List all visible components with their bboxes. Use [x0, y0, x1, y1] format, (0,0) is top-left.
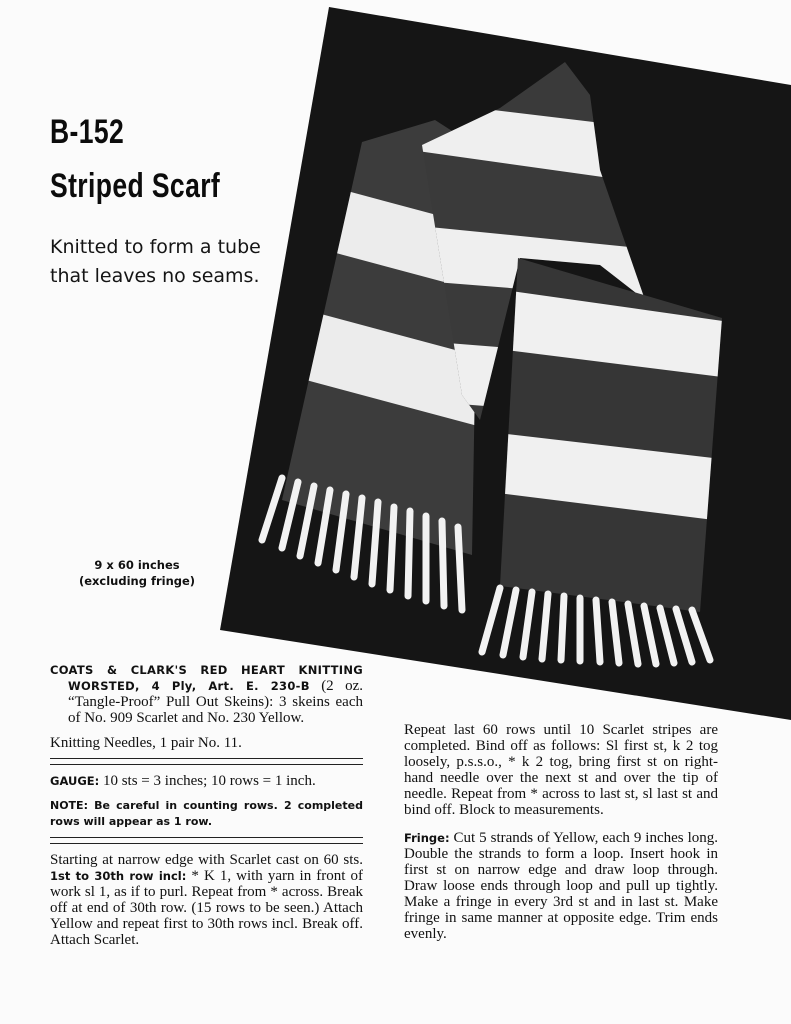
- pattern-subtitle: Knitted to form a tube that leaves no seams.: [50, 236, 261, 287]
- fringe-instructions: [404, 830, 718, 942]
- gauge-text: 10 sts = 3 inches; 10 rows = 1 inch.: [99, 773, 316, 789]
- instructions-body: * K 1, with yarn in front of work sl 1, as if to purl. Repeat from * across. Break off at end of 30th row. (15 rows to be seen.) Attach Yellow and repeat first to 30th rows incl. Break off. Attach Scarlet.: [50, 868, 363, 948]
- size-label: [62, 557, 212, 589]
- size-note: (excluding fringe): [78, 574, 196, 588]
- divider: [50, 837, 363, 844]
- instructions-repeat: Repeat last 60 rows until 10 Scarlet stripes are completed. Bind off as follows: Sl first st, k 2 tog loosely, p.s.s.o., * k 2 tog, bring first st on right-hand needle over the next st and over the tip of needle. Repeat from * across to last st, sl last st and bind off. Block to measurements.: [404, 722, 718, 818]
- instructions-start: [50, 852, 363, 948]
- instructions-cast-on: Starting at narrow edge with Scarlet cast on 60 sts.: [50, 852, 363, 868]
- materials: [50, 662, 363, 726]
- right-column: [404, 722, 718, 942]
- pattern-title: Striped Scarf: [50, 167, 221, 205]
- materials-detail: (2 oz. “Tangle-Proof” Pull Out Skeins): 3 skeins each of No. 909 Scarlet and No. 230 Yellow.: [68, 678, 364, 726]
- pattern-code: B-152: [50, 113, 125, 151]
- materials-needles: Knitting Needles, 1 pair No. 11.: [50, 735, 242, 751]
- left-column: [50, 662, 363, 948]
- note: NOTE: Be careful in counting rows. 2 completed rows will appear as 1 row.: [50, 799, 363, 828]
- gauge-label: GAUGE:: [50, 774, 100, 788]
- size-dimensions: 9 x 60 inches: [94, 558, 180, 572]
- fringe-text: Cut 5 strands of Yellow, each 9 inches long. Double the strands to form a loop. Insert hook in first st on narrow edge and draw loop through. Draw loose ends through loop and pull up tightly. Make a fringe in every 3rd st and in last st. Make fringe in same manner at opposite edge. Trim ends evenly.: [404, 830, 718, 942]
- gauge: [50, 773, 363, 789]
- divider: [50, 758, 363, 765]
- materials-yarn: COATS & CLARK'S RED HEART KNITTING WORSTED, 4 Ply, Art. E. 230-B: [50, 663, 363, 693]
- instructions-rows-label: 1st to 30th row incl:: [50, 869, 187, 883]
- fringe-label: Fringe:: [404, 831, 450, 845]
